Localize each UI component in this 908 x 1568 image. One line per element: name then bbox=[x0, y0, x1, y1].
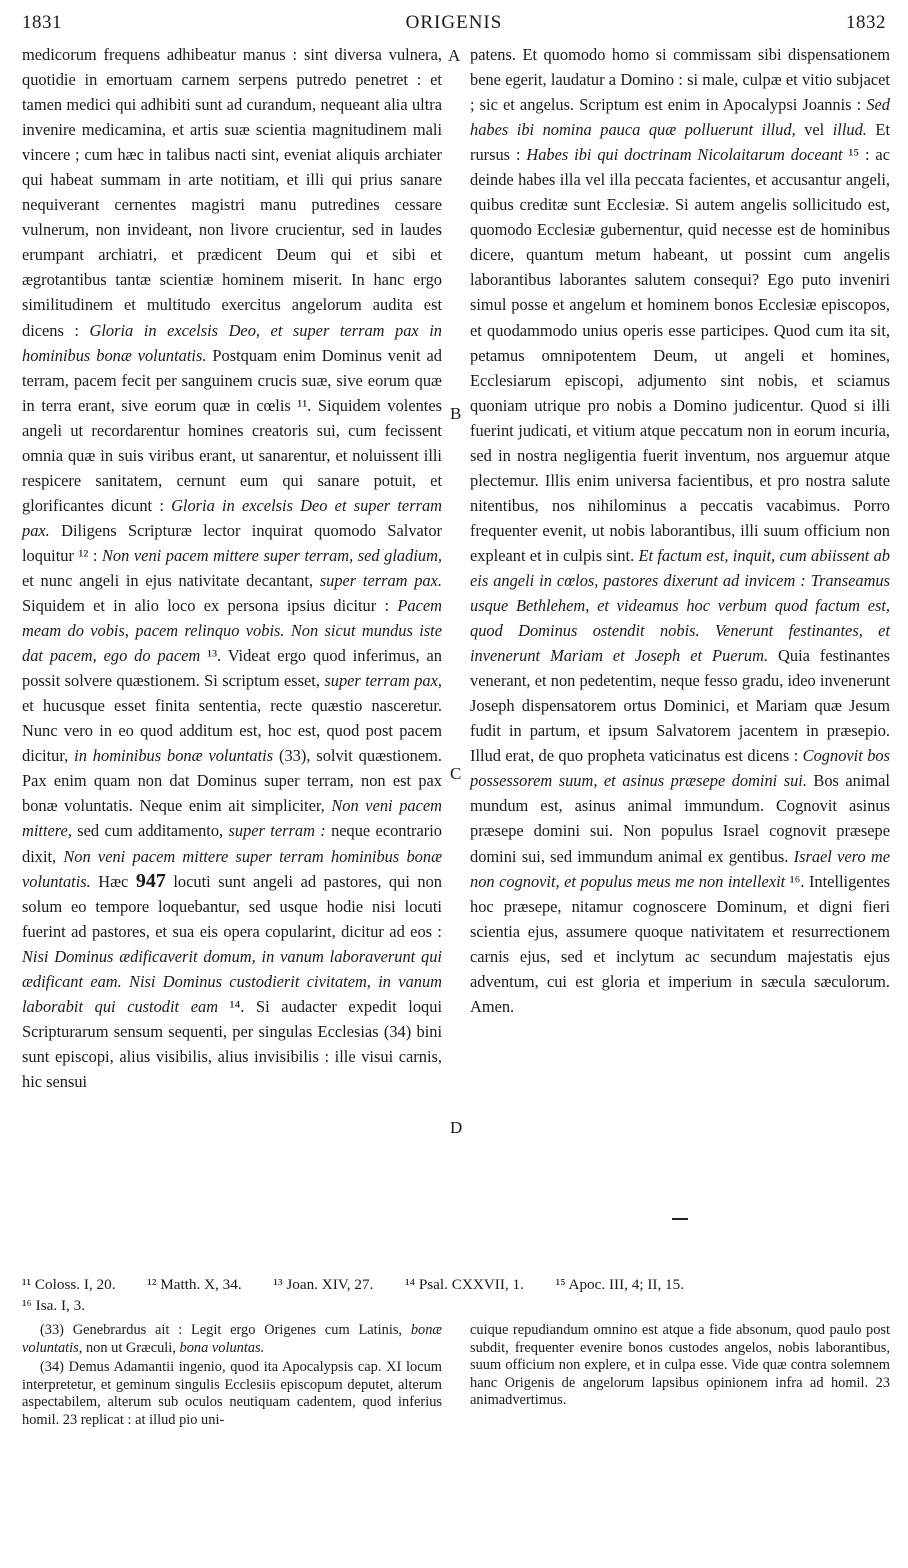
running-title: ORIGENIS bbox=[405, 12, 503, 33]
reference-item: ¹⁴ Psal. CXXVII, 1. bbox=[405, 1276, 524, 1293]
scripture-references bbox=[22, 1274, 886, 1316]
section-marker-c: C bbox=[450, 764, 462, 783]
reference-item: ¹² Matth. X, 34. bbox=[147, 1276, 242, 1293]
migne-column-number: 947 bbox=[135, 869, 166, 892]
editorial-notes-left bbox=[22, 1322, 442, 1432]
left-text-column bbox=[22, 42, 442, 1094]
reference-item: ¹⁵ Apoc. III, 4; II, 15. bbox=[555, 1276, 685, 1293]
note-34: (34) Demus Adamantii ingenio, quod ita Apocalypsis cap. XI locum interpretetur, et geminum singulis Ecclesiis episcopum deputet, alterum aspectabilem, alterum sub oculos neutiquam cadentem, quod inferius homil. 23 replicat : at illud pio uni- bbox=[22, 1359, 442, 1428]
section-marker-d: D bbox=[450, 1118, 463, 1137]
column-number-left: 1831 bbox=[22, 12, 62, 33]
editorial-notes-right bbox=[470, 1322, 890, 1412]
reference-item: ¹⁶ Isa. I, 3. bbox=[22, 1297, 85, 1314]
running-header bbox=[22, 12, 886, 38]
right-column-paragraph: patens. Et quomodo homo si commissam sibi dispensationem bene egerit, laudatur a Domino : si male, culpæ et vitio subjacet ; sic et angelus. Scriptum est enim in Apocalypsi Joannis : Sed habes ibi nomina pauca quæ polluerunt illud, vel illud. Et rursus : Habes ibi qui doctrinam Nicolaitarum doceant ¹⁵ : ac deinde habes illa vel illa peccata facientes, et accusantur angeli, quibus creditæ sunt Ecclesiæ. Si autem angelis sollicitudo est, quomodo Ecclesiæ gubernentur, quid necesse est de hominibus dicere, quantum metum habeant, ut possint cum angelis laborantibus laborantes salutem consequi? Ego puto inveniri simul posse et angelum et hominem bonos Ecclesiæ episcopos, et quodammodo unius operis esse participes. Quod cum ita sit, petamus omnipotentem Deum, ut angeli et homines, Ecclesiarum episcopi, adjumento sint nobis, et sciamus quoniam utrique pro nobis a Domino judicentur. Quod si illi fuerint judicati, et vitium atque peccatum non in eorum incuria, sed in nostra negligentia fuerit inventum, nos arguemur atque plectemur. Illis enim universa facientibus, et pro nostra salute nitentibus, nos nihilominus a peccatis vacabimus. Porro frequenter evenit, ut nobis laborantibus, illi suum officium non expleant et in culpis sint. Et factum est, inquit, cum abiissent ab eis angeli in cœlos, pastores dixerunt ad invicem : Transeamus usque Bethlehem, et videamus hoc verbum quod factum est, quod Dominus ostendit nobis. Venerunt festinantes, et invenerunt Mariam et Joseph et Puerum. Quia festinantes venerant, et non pedetentim, neque fesso gradu, ideo invenerunt Joseph dispensatorem ortus Dominici, et Mariam quæ Jesum fudit in partum, et ipsum Salvatorem jacentem in præsepio. Illud erat, de quo propheta vaticinatus est dicens : Cognovit bos possessorem suum, et asinus præsepe domini sui. Bos animal mundum est, asinus animal immundum. Cognovit asinus præsepe domini sui. Non populus Israel cognovit præsepe domini sui, sed immundum animal ex gentibus. Israel vero me non cognovit, et populus meus me non intellexit ¹⁶. Intelligentes hoc præsepe, nitamur cognoscere Dominum, et digni fieri scientia ejus, assumere quoque nativitatem et resurrectionem carnis ejus, sed et inclytum ac secundum majestatis ejus adventum, cui est gloria et imperium in sæcula sæculorum. Amen. bbox=[470, 45, 891, 1016]
note-34-continued: cuique repudiandum omnino est atque a fide absonum, quod paulo post subdit, frequenter evenire bonos custodes angelos, nobis laborantibus, suum officium non explere, et in culpa esse. Vide quæ contra solemnem hanc Origenis de angelorum lapsibus opinionem infra ad homil. 23 animadvertimus. bbox=[470, 1322, 890, 1409]
section-marker-a: A bbox=[448, 46, 461, 65]
column-number-right: 1832 bbox=[846, 12, 886, 33]
section-marker-b: B bbox=[450, 404, 462, 423]
end-of-text-rule bbox=[672, 1218, 688, 1220]
left-column-paragraph: medicorum frequens adhibeatur manus : sint diversa vulnera, quotidie in emortuam carnem serpens putredo penetret : et tamen medici qui adhibiti sunt ad curandum, nequeant alia ultra invenire medicamina, et artis suæ scientia magnitudinem mali vincere ; cum hæc in talibus nacti sint, eveniat aliquis archiater qui habeat summam in arte notitiam, et illi qui prius sanare nequiverant cernentes magistri manu putredines cessare vulnerum, non invideant, non livore crucientur, sed in laudes erumpant archiatri, et prædicent Deum qui et sibi et ægrotantibus tantæ scientiæ hominem miserit. In hanc ergo similitudinem et multitudo exercitus angelorum audita est dicens : Gloria in excelsis Deo, et super terram pax in hominibus bonæ voluntatis. Postquam enim Dominus venit ad terram, pacem fecit per sanguinem crucis suæ, sive eorum quæ in terra erant, sive eorum quæ in cœlis ¹¹. Siquidem volentes angeli ut recordarentur homines creatoris sui, cum fecissent omnia quæ in suis viribus erant, ut sanarentur, et noluissent illi respicere sanitatem, cernunt eum qui sanare potuit, et glorificantes dicunt : Gloria in excelsis Deo et super terram pax. Diligens Scripturæ lector inquirat quomodo Salvator loquitur ¹² : Non veni pacem mittere super terram, sed gladium, et nunc angeli in ejus nativitate decantant, super terram pax. Siquidem et in alio loco ex persona ipsius dicitur : Pacem meam do vobis, pacem relinquo vobis. Non sicut mundus iste dat pacem, ego do pacem ¹³. Videat ergo quod inferimus, an possit solvere quæstionem. Si scriptum esset, super terram pax, et hucusque esset finita sententia, recte quæstio nasceretur. Nunc vero in eo quod additum est, hoc est, quod post pacem dicitur, in hominibus bonæ voluntatis (33), solvit quæstionem. Pax enim quam non dat Dominus super terram, non est pax bonæ voluntatis. Neque enim ait simpliciter, Non veni pacem mittere, sed cum additamento, super terram : neque econtrario dixit, Non veni pacem mittere super terram hominibus bonæ voluntatis. Hæc 947 locuti sunt angeli ad pastores, qui non solum eo tempore loquebantur, sed usque hodie nisi locuti fuerint ad pastores, et sua eis opera copularint, dicitur ad eos : Nisi Dominus ædificaverit domum, in vanum laboraverunt qui ædificant eam. Nisi Dominus custodierit civitatem, in vanum laborabit qui custodit eam ¹⁴. Si audacter expedit loqui Scripturarum sensum sequenti, per singulas Ecclesias (34) bini sunt episcopi, alius visibilis, alius invisibilis : ille visui carnis, hic sensui bbox=[22, 45, 443, 1091]
note-33: (33) Genebrardus ait : Legit ergo Origenes cum Latinis, bonæ voluntatis, non ut Græculi, bona voluntas. bbox=[22, 1322, 442, 1356]
reference-item: ¹³ Joan. XIV, 27. bbox=[273, 1276, 374, 1293]
right-text-column bbox=[470, 42, 890, 1019]
reference-item: ¹¹ Coloss. I, 20. bbox=[22, 1276, 116, 1293]
